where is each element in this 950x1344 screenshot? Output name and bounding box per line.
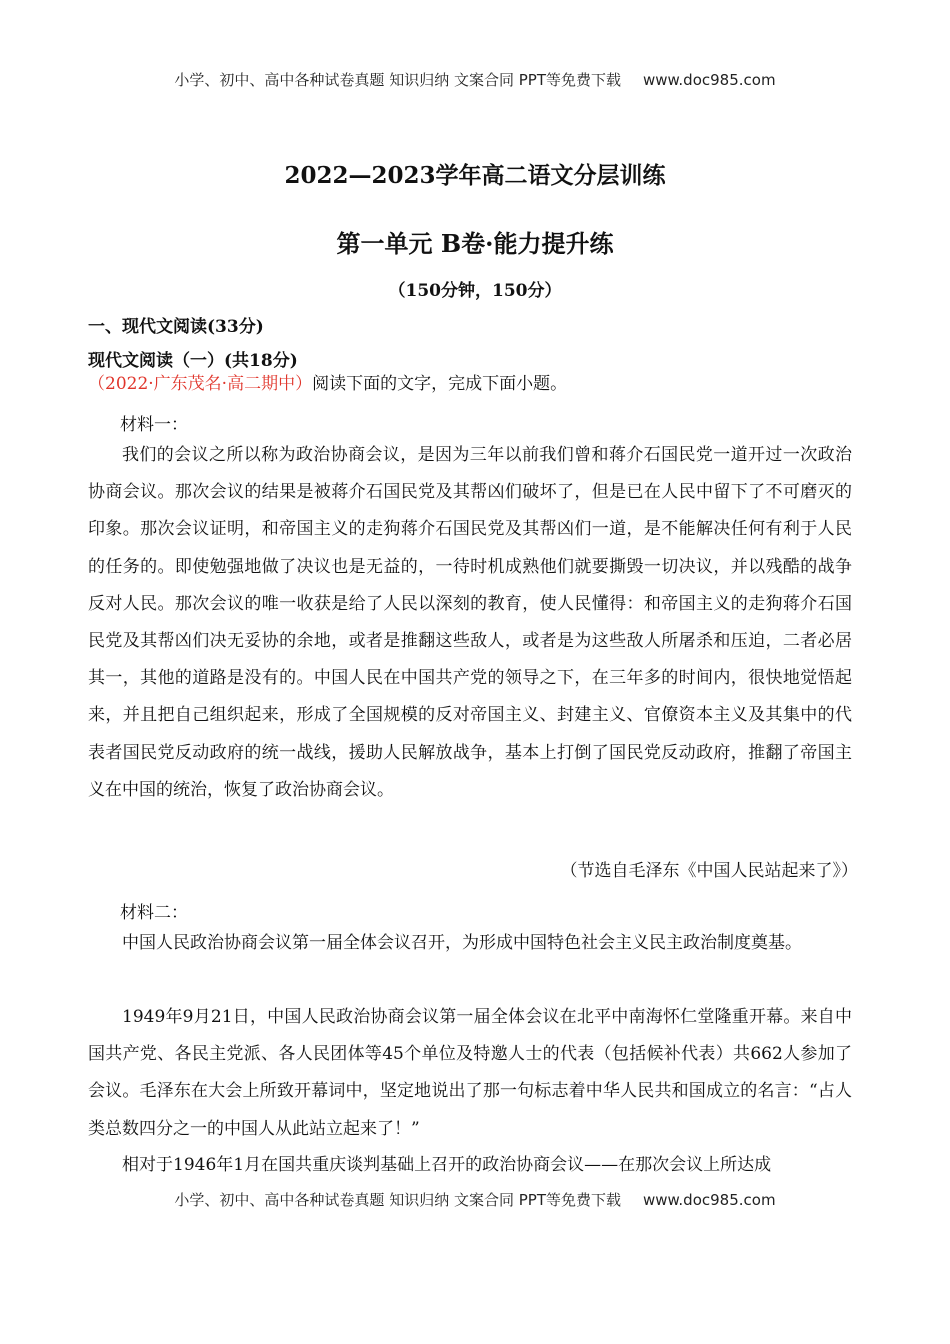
footer-text: 小学、初中、高中各种试卷真题 知识归纳 文案合同 PPT等免费下载 [174,1191,621,1209]
material-two-paragraph: 相对于1946年1月在国共重庆谈判基础上召开的政治协商会议——在那次会议上所达成 [122,1155,772,1175]
header-site-link[interactable]: www.doc985.com [642,71,776,89]
material-one-paragraph: 我们的会议之所以称为政治协商会议，是因为三年以前我们曾和蒋介石国民党一道开过一次政治协商会议。那次会议的结果是被蒋介石国民党及其帮凶们破坏了，但是已在人民中留下了不可磨灭的印象。那次会议证明，和帝国主义的走狗蒋介石国民党及其帮凶们一道，是不能解决任何有利于人民的任务的。即使勉强地做了决议也是无益的，一待时机成熟他们就要撕毁一切决议，并以残酷的战争反对人民。那次会议的唯一收获是给了人民以深刻的教育，使人民懂得：和帝国主义的走狗蒋介石国民党及其帮凶们决无妥协的余地，或者是推翻这些敌人，或者是为这些敌人所屠杀和压迫，二者必居其一，其他的道路是没有的。中国人民在中国共产党的领导之下，在三年多的时间内，很快地觉悟起来，并且把自己组织起来，形成了全国规模的反对帝国主义、封建主义、官僚资本主义及其集中的代表者国民党反动政府的统一战线，援助人民解放战争，基本上打倒了国民党反动政府，推翻了帝国主义在中国的统治，恢复了政治协商会议。 [88,445,852,800]
section-heading: 一、现代文阅读(33分) [88,317,264,337]
header-text: 小学、初中、高中各种试卷真题 知识归纳 文案合同 PPT等免费下载 [174,71,621,89]
exam-time-score: （150分钟，150分） [388,281,562,301]
page-header [0,69,950,90]
page-footer [0,1189,950,1210]
material-two-label: 材料二： [120,903,188,923]
question-source-line [88,369,567,394]
question-source: （2022·广东茂名·高二期中） [88,374,313,394]
material-one-attribution: （节选自毛泽东《中国人民站起来了》） [560,861,858,881]
section-subheading: 现代文阅读（一）(共18分) [88,351,298,371]
footer-site-link[interactable]: www.doc985.com [642,1191,776,1209]
material-two-paragraph: 1949年9月21日，中国人民政治协商会议第一届全体会议在北平中南海怀仁堂隆重开幕。来自中国共产党、各民主党派、各人民团体等45个单位及特邀人士的代表（包括候补代表）共662人参加了会议。毛泽东在大会上所致开幕词中，坚定地说出了那一句标志着中华人民共和国成立的名言：“占人类总数四分之一的中国人从此站立起来了！” [88,1007,852,1139]
material-two-paragraph: 中国人民政治协商会议第一届全体会议召开，为形成中国特色社会主义民主政治制度奠基。 [122,933,802,953]
document-subtitle: 第一单元 B卷·能力提升练 [336,229,614,258]
reading-instruction: 阅读下面的文字，完成下面小题。 [312,374,568,394]
document-title: 2022—2023学年高二语文分层训练 [284,162,666,189]
material-one-label: 材料一： [120,415,188,435]
